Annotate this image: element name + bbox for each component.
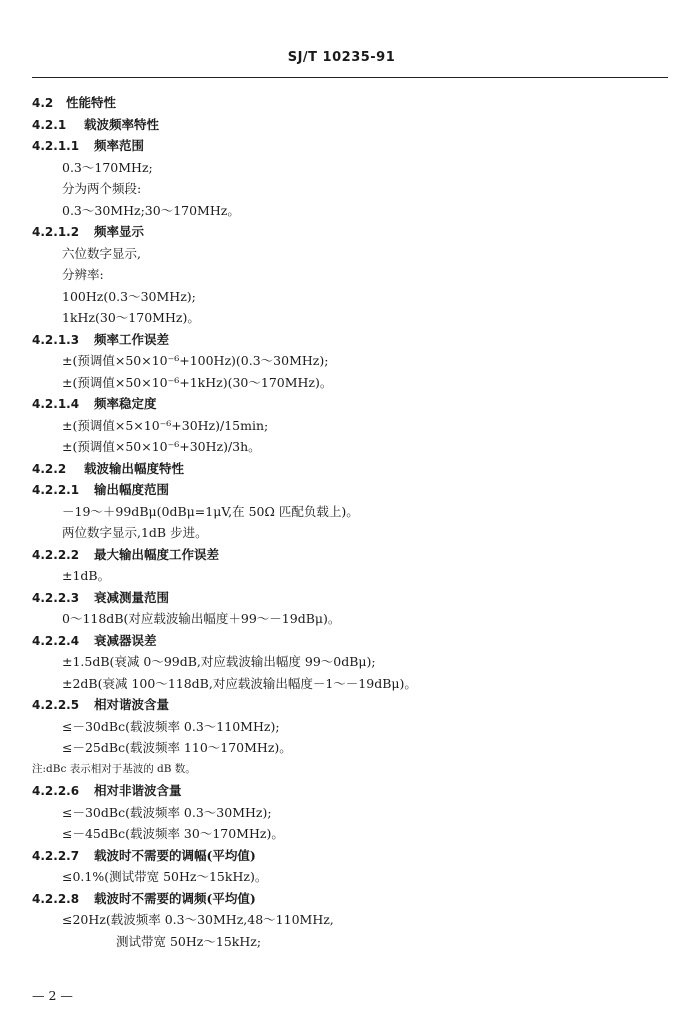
document-body xyxy=(32,92,668,952)
body-line xyxy=(32,737,668,759)
body-line xyxy=(32,823,668,845)
line-text: 频率稳定度 xyxy=(94,396,157,411)
standard-header: SJ/T 10235-91 xyxy=(287,50,396,65)
section-heading xyxy=(32,544,668,566)
line-text: ±(预调值×50×10⁻⁶+100Hz)(0.3～30MHz); xyxy=(62,353,329,368)
line-text: ±(预调值×5×10⁻⁶+30Hz)/15min; xyxy=(62,417,269,433)
section-number: 4.2.2.1 xyxy=(32,483,80,497)
section-number: 4.2.1.4 xyxy=(32,397,80,411)
section-number: 4.2.1.2 xyxy=(32,225,80,239)
body-line xyxy=(32,802,668,824)
line-text: ≤－25dBc(载波频率 110～170MHz)。 xyxy=(62,740,292,755)
body-line xyxy=(32,178,668,200)
line-text: 1kHz(30～170MHz)。 xyxy=(62,310,200,325)
line-text: 两位数字显示,1dB 步进。 xyxy=(62,525,208,540)
line-text: 载波时不需要的调幅(平均值) xyxy=(94,847,256,863)
line-text: 分为两个频段: xyxy=(62,181,142,196)
section-number: 4.2.2.3 xyxy=(32,590,80,605)
body-line xyxy=(32,415,668,437)
line-text: 0.3～170MHz; xyxy=(62,159,153,175)
line-text: 频率工作误差 xyxy=(94,331,170,347)
line-text: ≤－45dBc(载波频率 30～170MHz)。 xyxy=(62,826,284,841)
section-heading xyxy=(32,479,668,501)
section-heading xyxy=(32,393,668,415)
section-number: 4.2.1.3 xyxy=(32,332,80,347)
body-line xyxy=(32,608,668,630)
body-line xyxy=(32,286,668,308)
section-number: 4.2.2.2 xyxy=(32,547,80,562)
line-text: ±(预调值×50×10⁻⁶+30Hz)/3h。 xyxy=(62,439,261,454)
section-heading xyxy=(32,114,668,136)
section-number: 4.2.2.4 xyxy=(32,633,80,648)
line-text: ≤20Hz(载波频率 0.3～30MHz,48～110MHz, xyxy=(62,912,334,927)
line-text: ≤－30dBc(载波频率 0.3～30MHz); xyxy=(62,804,272,820)
line-text: 载波输出幅度特性 xyxy=(84,460,185,476)
header-rule xyxy=(32,77,668,78)
line-text: ≤－30dBc(载波频率 0.3～110MHz); xyxy=(62,718,280,734)
section-number: 4.2.2.6 xyxy=(32,784,80,798)
body-line xyxy=(32,673,668,695)
section-heading xyxy=(32,329,668,351)
line-text: 0～118dB(对应载波输出幅度＋99～－19dBμ)。 xyxy=(62,611,341,626)
section-heading xyxy=(32,221,668,243)
section-number: 4.2.2.5 xyxy=(32,698,80,712)
body-line xyxy=(32,931,668,953)
line-text: 输出幅度范围 xyxy=(94,482,170,497)
page-number: — 2 — xyxy=(32,988,73,1003)
line-text: 分辨率: xyxy=(62,267,104,282)
section-number: 4.2.1.1 xyxy=(32,139,80,153)
section-number: 4.2.1 xyxy=(32,117,67,132)
section-heading xyxy=(32,92,668,114)
body-line xyxy=(32,436,668,458)
section-number: 4.2 xyxy=(32,96,54,110)
section-number: 4.2.2.8 xyxy=(32,891,80,906)
line-text: 0.3～30MHz;30～170MHz。 xyxy=(62,202,240,218)
body-line xyxy=(32,264,668,286)
body-line xyxy=(32,372,668,394)
line-text: 注:dBc 表示相对于基波的 dB 数。 xyxy=(32,762,196,775)
line-text: 相对非谐波含量 xyxy=(94,783,182,798)
section-heading xyxy=(32,587,668,609)
body-line xyxy=(32,909,668,931)
section-number: 4.2.2 xyxy=(32,461,67,476)
body-line xyxy=(32,243,668,265)
line-text: 六位数字显示, xyxy=(62,245,141,261)
line-text: 性能特性 xyxy=(66,95,117,110)
body-line xyxy=(32,522,668,544)
line-text: 衰减器误差 xyxy=(94,632,157,648)
line-text: 相对谐波含量 xyxy=(94,697,170,712)
body-line xyxy=(32,501,668,523)
line-text: 最大输出幅度工作误差 xyxy=(94,546,220,562)
section-heading xyxy=(32,780,668,802)
section-heading xyxy=(32,135,668,157)
line-text: ±1.5dB(衰减 0～99dB,对应载波输出幅度 99～0dBμ); xyxy=(62,654,376,669)
body-line xyxy=(32,200,668,222)
body-line xyxy=(32,651,668,673)
line-text: 100Hz(0.3～30MHz); xyxy=(62,288,196,304)
section-heading xyxy=(32,630,668,652)
section-heading xyxy=(32,458,668,480)
section-heading xyxy=(32,888,668,910)
line-text: 频率范围 xyxy=(94,138,145,153)
line-text: ±2dB(衰减 100～118dB,对应载波输出幅度－1～－19dBμ)。 xyxy=(62,675,417,691)
section-heading xyxy=(32,845,668,867)
line-text: ≤0.1%(测试带宽 50Hz～15kHz)。 xyxy=(62,869,268,884)
line-text: 测试带宽 50Hz～15kHz; xyxy=(116,933,262,949)
note-line xyxy=(32,759,668,781)
body-line xyxy=(32,307,668,329)
line-text: 载波频率特性 xyxy=(84,116,160,132)
line-text: ±(预调值×50×10⁻⁶+1kHz)(30～170MHz)。 xyxy=(62,374,333,390)
section-heading xyxy=(32,694,668,716)
line-text: ±1dB。 xyxy=(62,568,111,583)
body-line xyxy=(32,565,668,587)
section-number: 4.2.2.7 xyxy=(32,848,80,863)
line-text: 载波时不需要的调频(平均值) xyxy=(94,890,256,906)
body-line xyxy=(32,866,668,888)
body-line xyxy=(32,157,668,179)
line-text: －19～＋99dBμ(0dBμ=1μV,在 50Ω 匹配负载上)。 xyxy=(62,503,359,519)
body-line xyxy=(32,350,668,372)
line-text: 衰减测量范围 xyxy=(94,589,170,605)
line-text: 频率显示 xyxy=(94,224,145,239)
body-line xyxy=(32,716,668,738)
